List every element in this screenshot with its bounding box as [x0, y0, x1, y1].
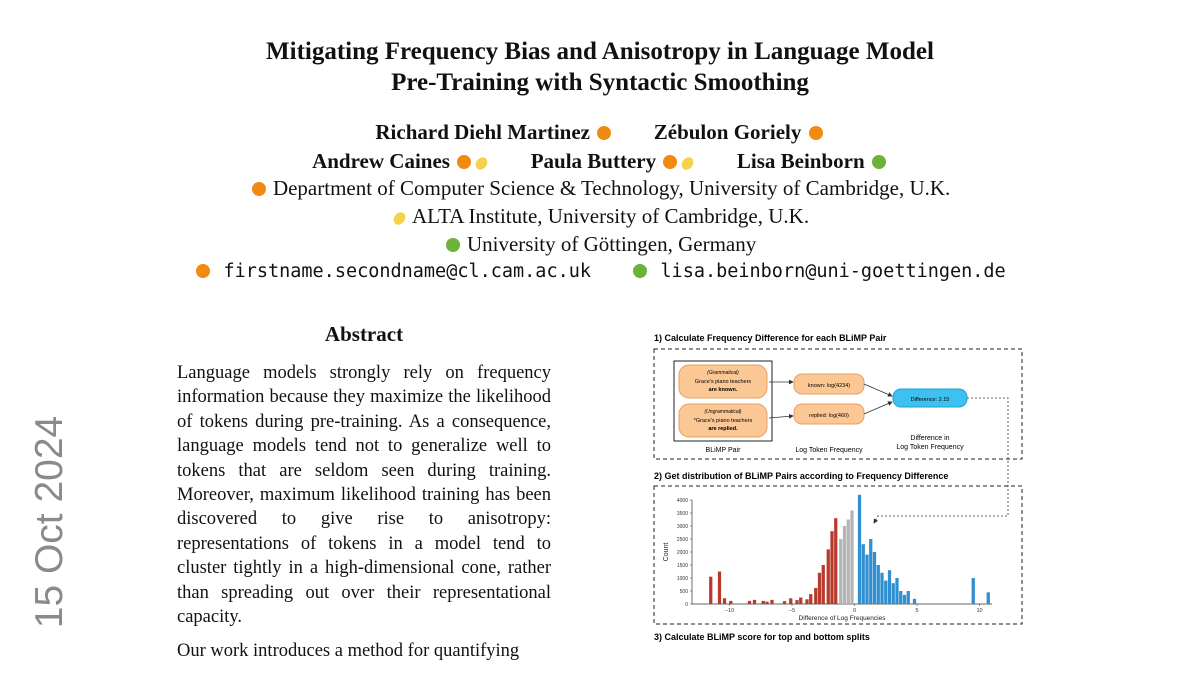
histogram-bar-bottom — [827, 549, 830, 604]
histogram-bar-top — [899, 591, 902, 604]
orange-icon — [597, 126, 611, 140]
known-frequency: known: log(4234) — [807, 383, 851, 389]
histogram-bar-bottom — [723, 598, 726, 604]
y-tick-label: 500 — [679, 588, 688, 595]
frequency-caption: Log Token Frequency — [795, 447, 863, 454]
y-tick-label: 3000 — [676, 523, 688, 530]
histogram-bar-middle — [843, 526, 846, 604]
abstract-body — [177, 361, 551, 674]
orange-icon — [663, 155, 677, 169]
affiliation-cambridge-cst: Department of Computer Science & Technology, University of Cambridge, U.K. — [272, 176, 951, 200]
histogram-bar-bottom — [709, 577, 712, 604]
histogram-bar-middle — [839, 539, 842, 604]
ungrammatical-tag: (Ungrammatical) — [704, 409, 742, 415]
author-name: Richard Diehl Martinez — [375, 120, 590, 144]
author-list — [0, 118, 1200, 176]
histogram-bar-top — [862, 544, 865, 604]
abstract-heading: Abstract — [324, 322, 404, 346]
x-tick-label: 0 — [852, 608, 857, 614]
figure-svg — [652, 328, 1027, 648]
histogram-bar-top — [903, 595, 906, 604]
title-line-2: Pre-Training with Syntactic Smoothing — [391, 69, 809, 96]
ungrammatical-text-2: are replied. — [708, 426, 738, 432]
histogram-bar-top — [858, 495, 861, 604]
difference-caption-1: Difference in — [910, 435, 950, 442]
histogram-bar-bottom — [830, 531, 833, 604]
histogram-bar-bottom — [818, 573, 821, 604]
y-axis-label: Count — [663, 542, 670, 562]
y-tick-label: 2500 — [676, 536, 688, 543]
histogram-bar-bottom — [799, 598, 802, 605]
y-tick-label: 1000 — [676, 575, 688, 582]
histogram — [663, 495, 992, 622]
orange-icon — [457, 155, 471, 169]
histogram-bar-top — [884, 581, 887, 604]
x-tick-label: 5 — [915, 608, 919, 614]
connector-arrow — [874, 398, 1008, 523]
grammatical-text-2: are known. — [708, 387, 738, 393]
histogram-bar-bottom — [834, 518, 837, 604]
arxiv-date: 15 Oct 2024 — [28, 415, 71, 629]
orange-icon — [809, 126, 823, 140]
histogram-bar-bottom — [762, 601, 765, 604]
x-axis-label: Difference of Log Frequencies — [798, 615, 886, 622]
histogram-bar-top — [907, 591, 910, 604]
step-1-title: 1) Calculate Frequency Difference for each BLiMP Pair — [654, 333, 887, 343]
y-tick-label: 2000 — [676, 549, 688, 556]
abstract-paragraph-1: Language models strongly rely on frequency information because they maximize the likelihood of tokens during pre-training. As a consequence, language models tend not to generalize well to tokens that are seldom seen during training. Moreover, maximum likelihood training has been discovered to give rise to anisotropy: representations of tokens in a model tend to cluster tightly in a high-dimensional cone, rather than spreading out over their representational capacity. — [177, 363, 551, 628]
histogram-bar-bottom — [809, 594, 812, 604]
author-name: Lisa Beinborn — [736, 149, 865, 173]
ungrammatical-text-1: *Grace's piano teachers — [693, 418, 753, 424]
x-tick-label: 10 — [976, 608, 983, 614]
step-2-title: 2) Get distribution of BLiMP Pairs according to Frequency Difference — [654, 471, 949, 481]
histogram-bar-top — [888, 570, 891, 604]
histogram-bar-top — [865, 555, 868, 604]
histogram-bar-top — [895, 578, 898, 604]
histogram-bar-top — [913, 599, 916, 604]
histogram-bar-bottom — [748, 601, 751, 604]
histogram-bar-bottom — [814, 588, 817, 604]
histogram-bar-bottom — [795, 600, 798, 604]
histogram-bar-bottom — [718, 572, 721, 605]
histogram-bar-bottom — [729, 601, 732, 604]
difference-caption-2: Log Token Frequency — [896, 444, 964, 451]
x-tick-label: −5 — [788, 608, 796, 614]
histogram-bar-bottom — [805, 599, 808, 604]
author-name: Andrew Caines — [312, 149, 450, 173]
y-tick-label: 0 — [685, 601, 688, 608]
affiliation-alta: ALTA Institute, University of Cambridge, U.K. — [412, 204, 810, 228]
affiliation-goettingen: University of Göttingen, Germany — [466, 232, 757, 256]
y-tick-label: 4000 — [676, 497, 688, 504]
arxiv-stamp — [20, 415, 80, 648]
y-tick-label: 1500 — [676, 562, 688, 569]
paper-title — [0, 36, 1200, 98]
histogram-bar-middle — [850, 510, 853, 604]
grammatical-text-1: Grace's piano teachers — [694, 379, 752, 385]
difference-value: Difference: 2.15 — [910, 397, 950, 403]
histogram-bar-top — [873, 552, 876, 604]
title-line-1: Mitigating Frequency Bias and Anisotropy in Language Model — [266, 38, 934, 65]
histogram-bar-top — [892, 583, 895, 604]
orange-icon — [252, 182, 266, 196]
histogram-bar-bottom — [765, 602, 768, 604]
affiliations — [0, 174, 1200, 286]
histogram-bar-bottom — [783, 601, 786, 604]
grammatical-tag: (Grammatical) — [707, 370, 739, 376]
histogram-bar-bottom — [822, 565, 825, 604]
abstract-paragraph-2: Our work introduces a method for quantifying — [177, 641, 520, 662]
histogram-bar-bottom — [753, 600, 756, 604]
author-name: Zébulon Goriely — [653, 120, 802, 144]
figure-1 — [652, 328, 1027, 648]
histogram-bar-top — [972, 578, 975, 604]
lemon-icon — [391, 210, 408, 226]
histogram-bar-middle — [847, 520, 850, 605]
histogram-bar-top — [877, 565, 880, 604]
histogram-bar-bottom — [770, 600, 773, 604]
y-tick-label: 3500 — [676, 510, 688, 517]
apple-icon — [633, 264, 647, 278]
lemon-icon — [679, 155, 696, 171]
histogram-bar-bottom — [789, 598, 792, 604]
histogram-bar-top — [987, 592, 990, 604]
email-goettingen[interactable]: lisa.beinborn@uni-goettingen.de — [660, 261, 1006, 282]
author-name: Paula Buttery — [530, 149, 657, 173]
email-cambridge[interactable]: firstname.secondname@cl.cam.ac.uk — [223, 261, 591, 282]
apple-icon — [446, 238, 460, 252]
replied-frequency: replied: log(460) — [809, 413, 849, 419]
pair-caption: BLiMP Pair — [705, 447, 741, 454]
step-3-title: 3) Calculate BLiMP score for top and bottom splits — [654, 632, 870, 642]
histogram-bar-top — [869, 539, 872, 604]
lemon-icon — [473, 155, 490, 171]
apple-icon — [872, 155, 886, 169]
orange-icon — [196, 264, 210, 278]
x-tick-label: −10 — [724, 608, 735, 614]
histogram-bar-top — [880, 573, 883, 604]
